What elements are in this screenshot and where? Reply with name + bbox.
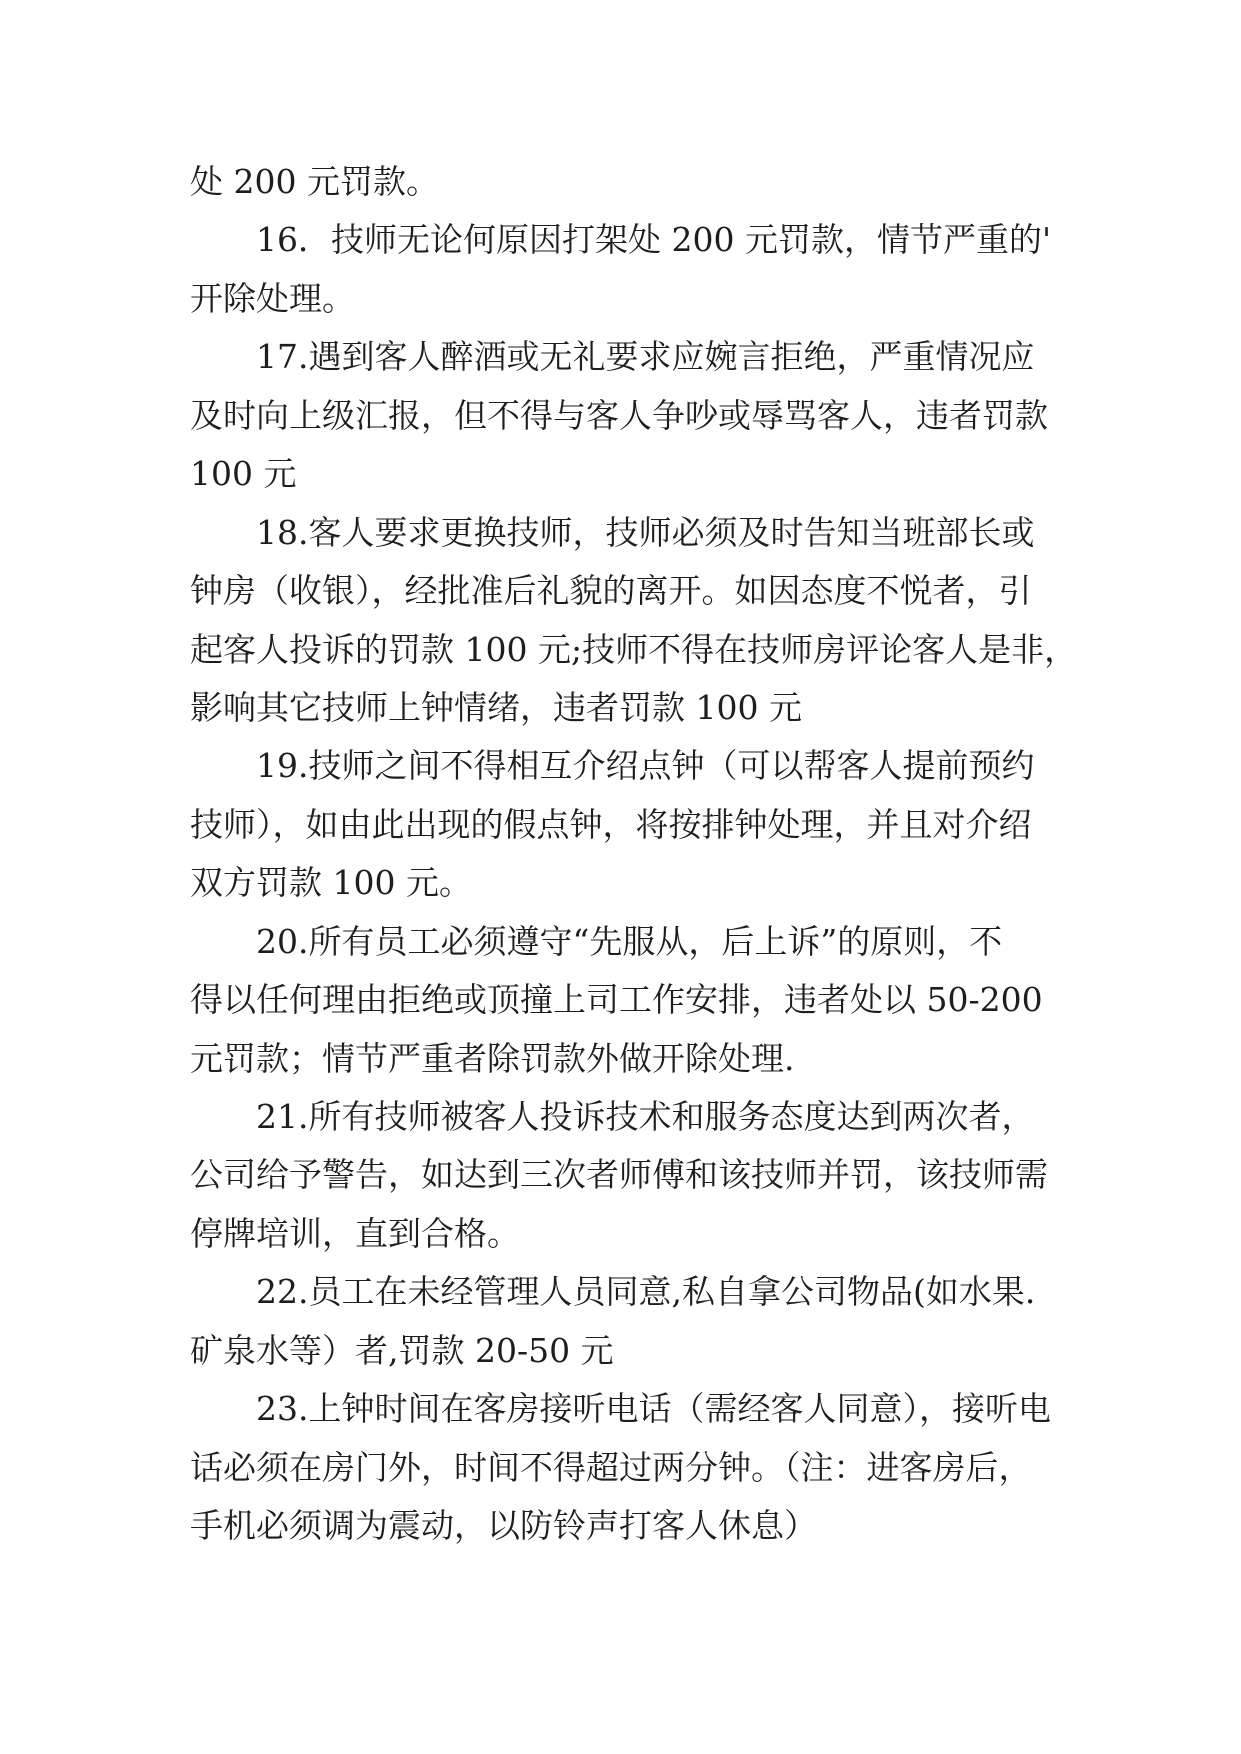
text-line: 19.技师之间不得相互介绍点钟（可以帮客人提前预约	[256, 746, 1035, 786]
text-line: 钟房（收银），经批准后礼貌的离开。如因态度不悦者，引	[190, 571, 1032, 611]
text-line: 技师），如由此出现的假点钟，将按排钟处理，并且对介绍	[190, 804, 1032, 844]
text-line: 22.员工在未经管理人员同意,私自拿公司物品(如水果.	[256, 1272, 1036, 1312]
text-line: 及时向上级汇报，但不得与客人争吵或辱骂客人，违者罚款	[190, 395, 1048, 435]
text-line: 元罚款；情节严重者除罚款外做开除处理.	[190, 1038, 795, 1078]
paragraph-22	[190, 1263, 1070, 1380]
text-line: 影响其它技师上钟情绪，违者罚款 100 元	[190, 687, 802, 727]
text-line: 16．技师无论何原因打架处 200 元罚款，情节严重的'	[256, 220, 1052, 260]
text-line: 100 元	[190, 454, 297, 494]
paragraph-16	[190, 211, 1070, 328]
text-line: 双方罚款 100 元。	[190, 863, 472, 903]
paragraph-19	[190, 737, 1070, 912]
text-line: 得以任何理由拒绝或顶撞上司工作安排，违者处以 50-200	[190, 980, 1043, 1020]
text-line: 17.遇到客人醉酒或无礼要求应婉言拒绝，严重情况应	[256, 337, 1035, 377]
paragraph-21	[190, 1088, 1070, 1263]
paragraph-23	[190, 1380, 1070, 1555]
text-line: 18.客人要求更换技师，技师必须及时告知当班部长或	[256, 512, 1035, 552]
text-line: 21.所有技师被客人投诉技术和服务态度达到两次者，	[256, 1097, 1035, 1136]
text-line: 话必须在房门外，时间不得超过两分钟。（注：进客房后，	[190, 1447, 1032, 1487]
paragraph-20	[190, 913, 1070, 1088]
paragraph-17	[190, 328, 1070, 503]
document-body	[190, 153, 1078, 1556]
text-line: 起客人投诉的罚款 100 元;技师不得在技师房评论客人是非，	[190, 629, 1078, 669]
text-line: 开除处理。	[190, 278, 355, 318]
text-line: 停牌培训，直到合格。	[190, 1213, 520, 1253]
paragraph-18	[190, 504, 1078, 738]
continued-paragraph	[190, 153, 1070, 211]
text-line: 公司给予警告，如达到三次者师傅和该技师并罚，该技师需	[190, 1155, 1048, 1195]
text-line: 矿泉水等）者,罚款 20-50 元	[190, 1330, 614, 1370]
text-line: 23.上钟时间在客房接听电话（需经客人同意），接听电	[256, 1389, 1051, 1429]
text-line: 20.所有员工必须遵守“先服从，后上诉”的原则，不	[256, 921, 1003, 961]
text-line: 手机必须调为震动，以防铃声打客人休息）	[190, 1506, 817, 1546]
text-line: 处 200 元罚款。	[190, 162, 439, 201]
